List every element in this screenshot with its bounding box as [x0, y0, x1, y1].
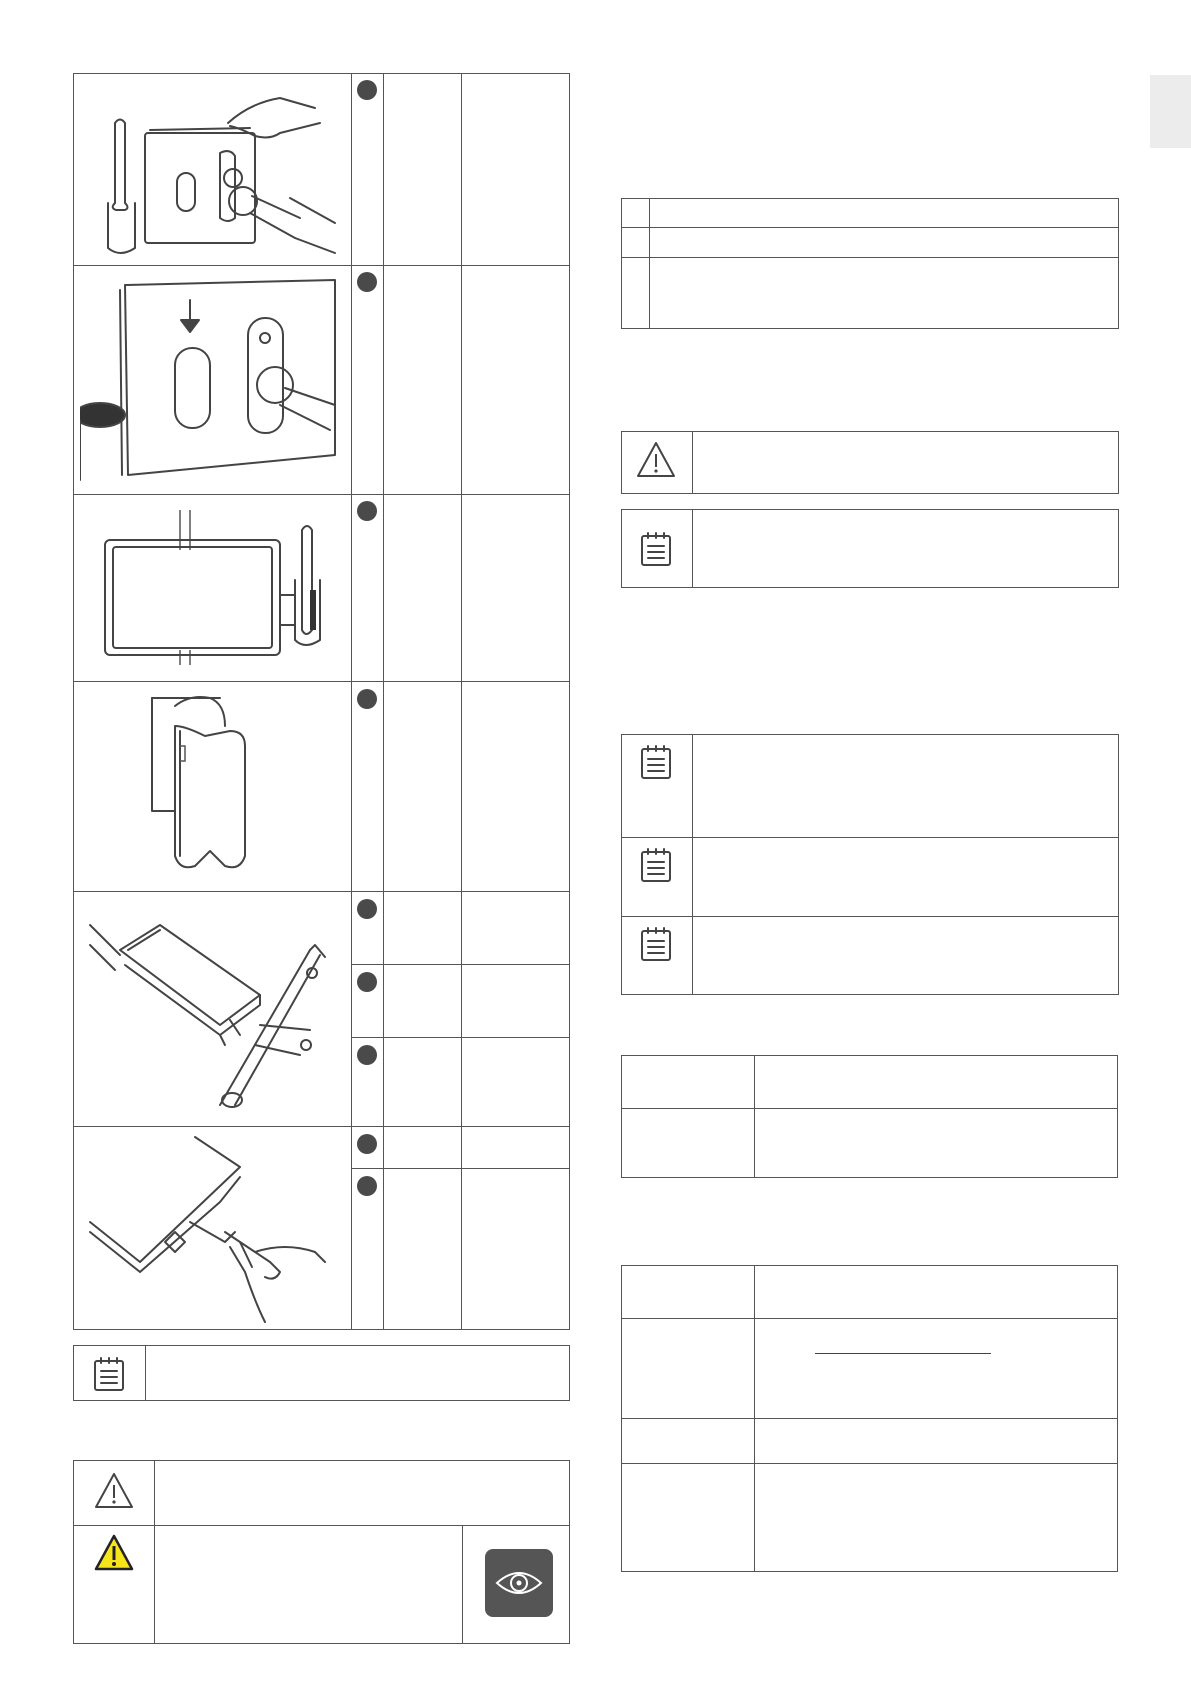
- subrow-divider: [351, 1168, 570, 1169]
- step-marker: [357, 501, 377, 521]
- caution-triangle-icon: [93, 1471, 135, 1511]
- note-icon: [639, 744, 673, 780]
- notes-box: [621, 734, 1119, 995]
- info-table-divider: [621, 1318, 1118, 1319]
- note-box: [73, 1345, 570, 1401]
- notes-box-divider: [621, 916, 1119, 917]
- step-marker: [357, 1045, 377, 1065]
- subrow-divider: [351, 1037, 570, 1038]
- note-box-divider: [692, 509, 693, 588]
- row-divider: [73, 891, 570, 892]
- subrow-divider: [351, 964, 570, 965]
- cart-with-tablet-illustration: [80, 895, 345, 1120]
- numbered-table: [621, 198, 1119, 329]
- note-box-divider: [145, 1345, 146, 1401]
- row-divider: [73, 1126, 570, 1127]
- row-divider: [73, 265, 570, 266]
- note-icon: [639, 847, 673, 883]
- steps-divider: [351, 73, 352, 1330]
- connect-cable-illustration: [80, 1132, 345, 1327]
- tablet-with-scanner-holder-illustration: [80, 500, 345, 682]
- numbered-table-divider: [621, 257, 1119, 258]
- notes-box-divider: [692, 734, 693, 995]
- warning-yellow-triangle-icon: [93, 1533, 135, 1573]
- spec-table-divider: [621, 1108, 1118, 1109]
- chapter-side-tab[interactable]: [1150, 75, 1191, 148]
- spec-table-divider: [754, 1055, 755, 1178]
- mount-tablet-on-arm-illustration: [80, 78, 345, 260]
- note-icon: [639, 926, 673, 962]
- lower-tablet-onto-bracket-illustration: [80, 270, 345, 490]
- scanner-holder-cup-illustration: [80, 686, 345, 886]
- note-icon: [92, 1356, 126, 1392]
- step-marker: [357, 272, 377, 292]
- caution-box: [621, 431, 1119, 494]
- row-divider: [73, 494, 570, 495]
- note-box: [621, 509, 1119, 588]
- info-table-divider: [621, 1463, 1118, 1464]
- steps-divider: [461, 73, 462, 1330]
- step-marker: [357, 972, 377, 992]
- caution-triangle-icon: [635, 440, 677, 480]
- step-marker: [357, 1176, 377, 1196]
- numbered-table-divider: [621, 227, 1119, 228]
- step-marker: [357, 899, 377, 919]
- steps-divider: [383, 73, 384, 1330]
- safety-block-divider: [154, 1460, 155, 1644]
- safety-block-divider: [462, 1525, 463, 1644]
- safety-block-divider: [73, 1525, 570, 1526]
- step-marker: [357, 1134, 377, 1154]
- info-table-divider: [621, 1418, 1118, 1419]
- caution-box-divider: [692, 431, 693, 494]
- spec-table: [621, 1055, 1118, 1178]
- link-underline[interactable]: [815, 1353, 991, 1354]
- notes-box-divider: [621, 837, 1119, 838]
- step-marker: [357, 689, 377, 709]
- numbered-table-divider: [649, 198, 650, 329]
- eye-safety-icon: [485, 1549, 553, 1617]
- note-icon: [639, 531, 673, 567]
- step-marker: [357, 80, 377, 100]
